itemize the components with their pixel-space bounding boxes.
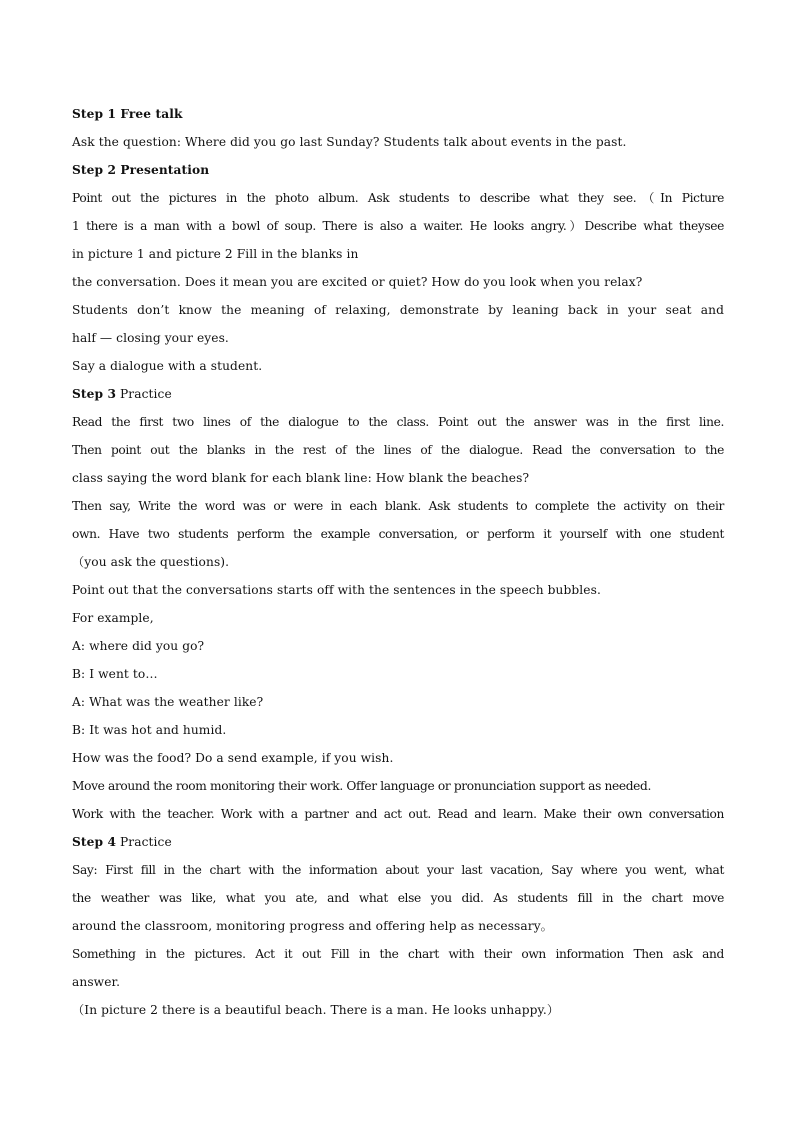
step3-text-line: class saying the word blank for each blank line: How blank the beaches? <box>72 471 530 485</box>
step3-text-line: Then say, Write the word was or were in each blank. Ask students to complete the activity on their <box>72 499 724 513</box>
step4-text-line: the weather was like, what you ate, and what else you did. As students fill in the chart move <box>72 891 724 905</box>
step2-text-line: Say a dialogue with a student. <box>72 359 263 373</box>
step2-heading: Step 2 Presentation <box>72 163 210 177</box>
dialogue-line: B: I went to… <box>72 667 158 681</box>
step4-text-line: answer. <box>72 975 121 989</box>
step3-heading-label: Practice <box>116 387 172 401</box>
step4-text-line: around the classroom, monitoring progress and offering help as necessary。 <box>72 919 553 933</box>
step4-heading-number: Step 4 <box>72 835 117 849</box>
step4-text-line: Something in the pictures. Act it out Fill in the chart with their own information Then ask and <box>72 947 724 961</box>
step3-text-line: Point out that the conversations starts off with the sentences in the speech bubbles. <box>72 583 601 597</box>
step3-heading-number: Step 3 <box>72 387 117 401</box>
dialogue-line: A: where did you go? <box>72 639 205 653</box>
step2-text-line: in picture 1 and picture 2 Fill in the blanks in <box>72 247 359 261</box>
dialogue-line: A: What was the weather like? <box>72 695 264 709</box>
step1-text-line: Ask the question: Where did you go last Sunday? Students talk about events in the past. <box>72 135 627 149</box>
step4-heading <box>72 828 724 856</box>
step4-text-line: （In picture 2 there is a beautiful beach. There is a man. He looks unhappy.） <box>72 1003 560 1017</box>
step3-text-line: For example, <box>72 611 154 625</box>
step2-text-line: Students don’t know the meaning of relaxing, demonstrate by leaning back in your seat and <box>72 303 724 317</box>
step3-text-line: Move around the room monitoring their work. Offer language or pronunciation support as needed. <box>72 779 652 793</box>
step3-text-line: How was the food? Do a send example, if you wish. <box>72 751 394 765</box>
step3-heading <box>72 380 724 408</box>
step3-text-line: Work with the teacher. Work with a partner and act out. Read and learn. Make their own conversation <box>72 807 724 821</box>
step2-text-line: half — closing your eyes. <box>72 331 229 345</box>
step3-text-line: own. Have two students perform the example conversation, or perform it yourself with one student <box>72 527 724 541</box>
step4-text-line: Say: First fill in the chart with the information about your last vacation, Say where you went, what <box>72 863 724 877</box>
dialogue-line: B: It was hot and humid. <box>72 723 227 737</box>
step3-text-line: （you ask the questions). <box>72 555 230 569</box>
step2-text-line: the conversation. Does it mean you are excited or quiet? How do you look when you relax? <box>72 275 643 289</box>
document-page <box>72 100 724 1024</box>
step1-heading: Step 1 Free talk <box>72 107 183 121</box>
step2-text-line: 1 there is a man with a bowl of soup. There is also a waiter. He looks angry.）Describe what theysee <box>72 219 724 233</box>
step4-heading-label: Practice <box>116 835 172 849</box>
step2-text-line: Point out the pictures in the photo album. Ask students to describe what they see.（In Picture <box>72 191 724 205</box>
step3-text-line: Read the first two lines of the dialogue to the class. Point out the answer was in the first line. <box>72 415 724 429</box>
step3-text-line: Then point out the blanks in the rest of the lines of the dialogue. Read the conversation to the <box>72 443 724 457</box>
